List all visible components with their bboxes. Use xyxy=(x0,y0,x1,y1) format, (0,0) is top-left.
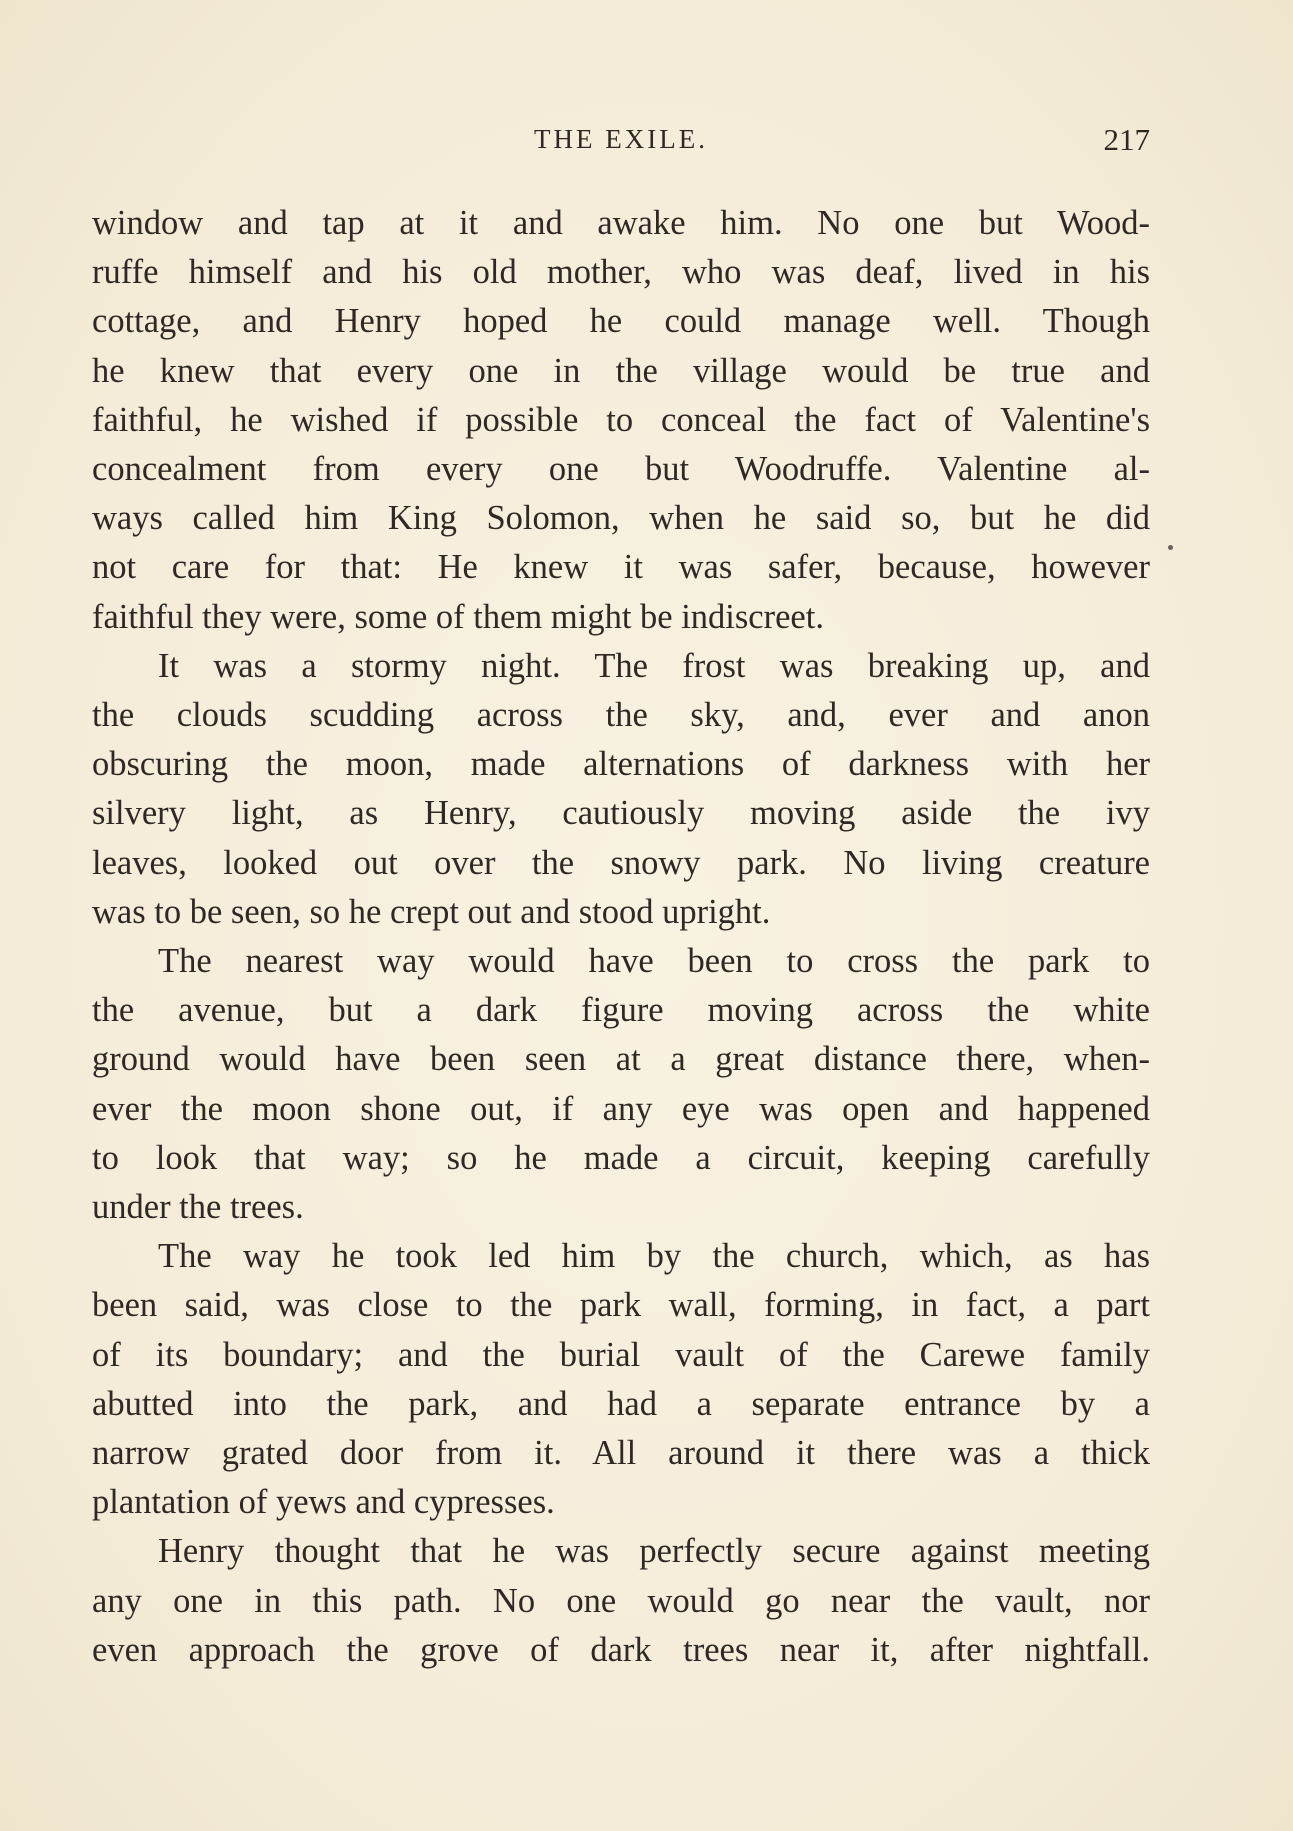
paragraph-1 xyxy=(92,199,1150,642)
paragraph-2 xyxy=(92,642,1150,937)
text-line: silvery light, as Henry, cautiously moving aside the ivy xyxy=(92,794,1150,833)
text-line: the clouds scudding across the sky, and, ever and anon xyxy=(92,696,1150,735)
text-line: The way he took led him by the church, which, as has xyxy=(158,1237,1150,1276)
text-line: window and tap at it and awake him. No one but Wood- xyxy=(92,204,1150,242)
text-line: obscuring the moon, made alternations of darkness with her xyxy=(92,745,1150,784)
running-head xyxy=(92,122,1150,162)
text-line: not care for that: He knew it was safer, because, however xyxy=(92,548,1150,587)
text-line: ground would have been seen at a great distance there, when- xyxy=(92,1040,1150,1079)
text-line: abutted into the park, and had a separate entrance by a xyxy=(92,1384,1150,1423)
text-line: any one in this path. No one would go near the vault, nor xyxy=(92,1581,1150,1620)
text-line: faithful, he wished if possible to conceal the fact of Valentine's xyxy=(92,400,1150,439)
running-title: THE EXILE. xyxy=(534,124,708,154)
page-number: 217 xyxy=(1103,122,1150,157)
text-line: leaves, looked out over the snowy park. No living creature xyxy=(92,843,1150,882)
text-line: was to be seen, so he crept out and stood upright. xyxy=(92,892,771,931)
text-line: The nearest way would have been to cross the park to xyxy=(158,942,1150,981)
text-line: under the trees. xyxy=(92,1188,304,1227)
text-line: ever the moon shone out, if any eye was open and happened xyxy=(92,1089,1150,1128)
text-line: plantation of yews and cypresses. xyxy=(92,1483,555,1522)
text-line: of its boundary; and the burial vault of the Carewe family xyxy=(92,1335,1150,1374)
ink-speck xyxy=(1168,545,1173,550)
paragraph-5 xyxy=(92,1527,1150,1675)
text-line: narrow grated door from it. All around it there was a thick xyxy=(92,1434,1150,1473)
text-line: faithful they were, some of them might be indiscreet. xyxy=(92,597,824,636)
body-text xyxy=(92,199,1150,1675)
text-line: he knew that every one in the village would be true and xyxy=(92,351,1150,390)
text-line: the avenue, but a dark figure moving across the white xyxy=(92,991,1150,1030)
text-line: It was a stormy night. The frost was breaking up, and xyxy=(158,646,1150,685)
text-line: been said, was close to the park wall, forming, in fact, a part xyxy=(92,1286,1150,1325)
text-line: ruffe himself and his old mother, who was deaf, lived in his xyxy=(92,253,1150,292)
text-line: to look that way; so he made a circuit, keeping carefully xyxy=(92,1138,1150,1177)
text-line: Henry thought that he was perfectly secure against meeting xyxy=(158,1532,1150,1571)
text-line: ways called him King Solomon, when he said so, but he did xyxy=(92,499,1150,538)
text-line: concealment from every one but Woodruffe. Valentine al- xyxy=(92,450,1150,489)
paragraph-4 xyxy=(92,1232,1150,1527)
paragraph-3 xyxy=(92,937,1150,1232)
text-line: cottage, and Henry hoped he could manage well. Though xyxy=(92,302,1150,341)
text-line: even approach the grove of dark trees near it, after nightfall. xyxy=(92,1630,1150,1669)
